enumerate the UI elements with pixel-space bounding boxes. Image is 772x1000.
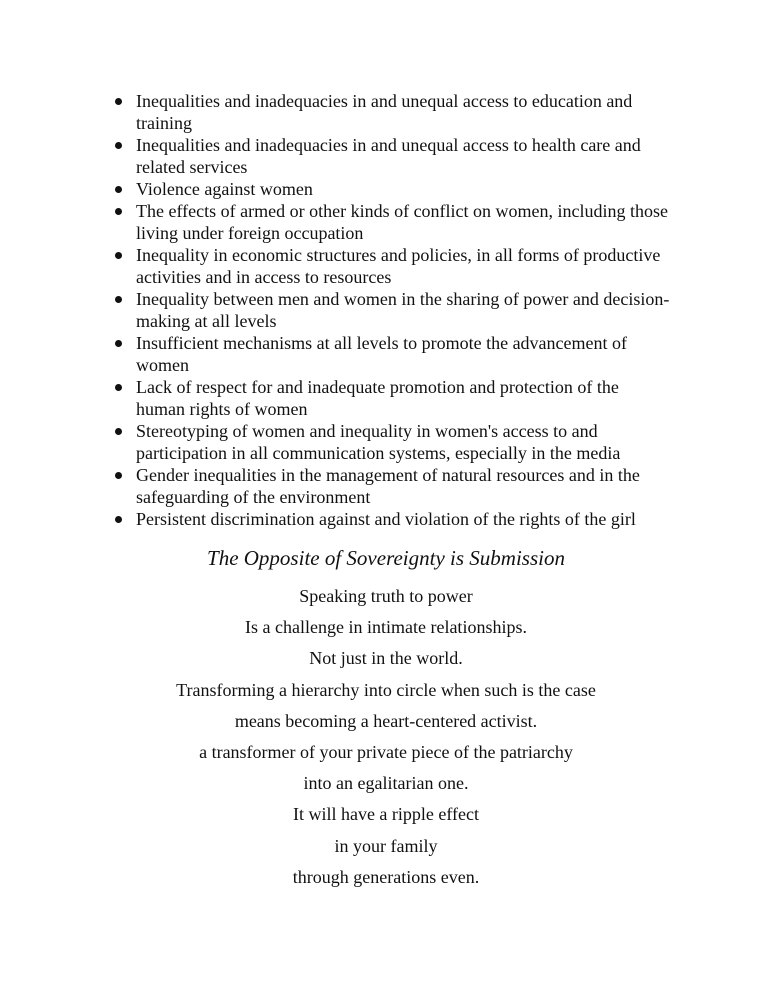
poem-line: means becoming a heart-centered activist. bbox=[234, 710, 538, 731]
poem-line: in your family bbox=[334, 835, 438, 856]
bullet-icon bbox=[115, 384, 122, 391]
poem-line: Transforming a hierarchy into circle when such is the case bbox=[176, 679, 596, 700]
list-item bbox=[112, 200, 672, 244]
list-item bbox=[112, 90, 672, 134]
list-item bbox=[112, 332, 672, 376]
list-item bbox=[112, 376, 672, 420]
poem-line: a transformer of your private piece of the patriarchy bbox=[199, 742, 573, 763]
list-item bbox=[112, 244, 672, 288]
bullet-icon bbox=[115, 296, 122, 303]
list-item-text: Insufficient mechanisms at all levels to promote the advancement of women bbox=[136, 333, 628, 375]
list-item bbox=[112, 178, 672, 200]
poem-body bbox=[0, 581, 772, 893]
list-item-text: Inequality in economic structures and policies, in all forms of productive activities and in access to resources bbox=[136, 245, 661, 287]
poem-line: through generations even. bbox=[292, 866, 480, 887]
bullet-icon bbox=[115, 142, 122, 149]
poem-line: Not just in the world. bbox=[309, 648, 463, 669]
bullet-list bbox=[112, 90, 672, 530]
bullet-icon bbox=[115, 186, 122, 193]
bullet-icon bbox=[115, 208, 122, 215]
poem-line: Is a challenge in intimate relationships. bbox=[245, 617, 527, 638]
list-item-text: Lack of respect for and inadequate promotion and protection of the human rights of women bbox=[136, 377, 619, 419]
bullet-icon bbox=[115, 516, 122, 523]
bullet-icon bbox=[115, 252, 122, 259]
list-item bbox=[112, 288, 672, 332]
list-item bbox=[112, 464, 672, 508]
poem-line: into an egalitarian one. bbox=[303, 773, 469, 794]
bullet-icon bbox=[115, 472, 122, 479]
bullet-icon bbox=[115, 98, 122, 105]
list-item-text: Violence against women bbox=[136, 179, 313, 199]
list-item-text: Persistent discrimination against and violation of the rights of the girl bbox=[136, 509, 636, 529]
bullet-icon bbox=[115, 428, 122, 435]
list-item-text: Inequalities and inadequacies in and unequal access to education and training bbox=[136, 91, 633, 133]
list-item bbox=[112, 134, 672, 178]
list-item-text: Inequalities and inadequacies in and unequal access to health care and related services bbox=[136, 135, 641, 177]
poem-title: The Opposite of Sovereignty is Submission bbox=[207, 546, 565, 570]
poem-line: It will have a ripple effect bbox=[292, 804, 480, 825]
poem-line: Speaking truth to power bbox=[299, 586, 473, 606]
list-item-text: Stereotyping of women and inequality in women's access to and participation in all communication systems, especially in the media bbox=[136, 421, 621, 463]
list-item-text: Inequality between men and women in the sharing of power and decision-making at all levels bbox=[136, 289, 670, 331]
list-item-text: The effects of armed or other kinds of conflict on women, including those living under foreign occupation bbox=[136, 201, 669, 243]
list-item bbox=[112, 508, 672, 530]
bullet-icon bbox=[115, 340, 122, 347]
list-item bbox=[112, 420, 672, 464]
list-item-text: Gender inequalities in the management of natural resources and in the safeguarding of the environment bbox=[136, 465, 640, 507]
